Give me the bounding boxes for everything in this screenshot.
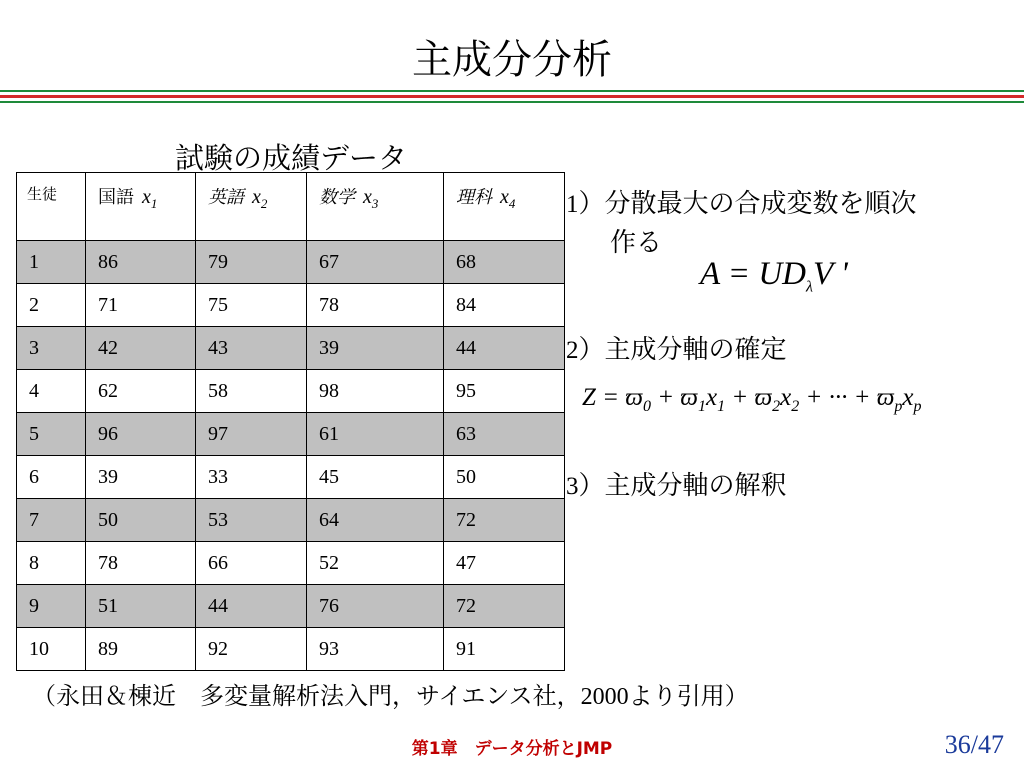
table-row: 6 39 33 45 50	[17, 456, 565, 499]
header-science: 理科 $x_4$	[444, 173, 565, 241]
footer-chapter: 第1章 データ分析とJMP	[411, 739, 613, 759]
table-row: 7 50 53 64 72	[17, 499, 565, 542]
header-student: 生徒	[17, 173, 86, 241]
header-rule-green-top	[0, 90, 1024, 92]
table-row: 5 96 97 61 63	[17, 413, 565, 456]
table-caption: 試験の成績データ	[175, 141, 408, 175]
table-row: 8 78 66 52 47	[17, 542, 565, 585]
step-1: 1）分散最大の合成変数を順次	[566, 189, 917, 219]
table-row: 10 89 92 93 91	[17, 628, 565, 671]
slide-title: 主成分分析	[412, 37, 612, 83]
table-row: 4 62 58 98 95	[17, 370, 565, 413]
header-math: 数学 $x_3$	[307, 173, 444, 241]
scores-table	[16, 172, 565, 671]
table-header-row	[17, 173, 565, 241]
citation: （永田＆棟近 多変量解析法入門，サイエンス社，2000より引用）	[32, 682, 749, 710]
table-row: 9 51 44 76 72	[17, 585, 565, 628]
header-rule-red	[0, 95, 1024, 98]
step-3: 3）主成分軸の解釈	[566, 471, 787, 501]
header-rule-green-bottom	[0, 101, 1024, 103]
header-english: 英語 $x_2$	[196, 173, 307, 241]
header-japanese: 国語 $x_1$	[86, 173, 196, 241]
step-2: 2）主成分軸の確定	[566, 335, 787, 365]
formula-principal-component: $Z = ϖ_0 + ϖ_1x_1 + ϖ_2x_2$ + ··· + $ϖ_px_p$	[582, 384, 922, 415]
formula-svd: $A = UD_\lambda V$ '	[700, 256, 848, 296]
table-row: 1 86 79 67 68	[17, 241, 565, 284]
step-1-continued: 作る	[610, 228, 663, 258]
page-number: 36/47	[944, 730, 1004, 759]
table-row: 3 42 43 39 44	[17, 327, 565, 370]
table-row: 2 71 75 78 84	[17, 284, 565, 327]
